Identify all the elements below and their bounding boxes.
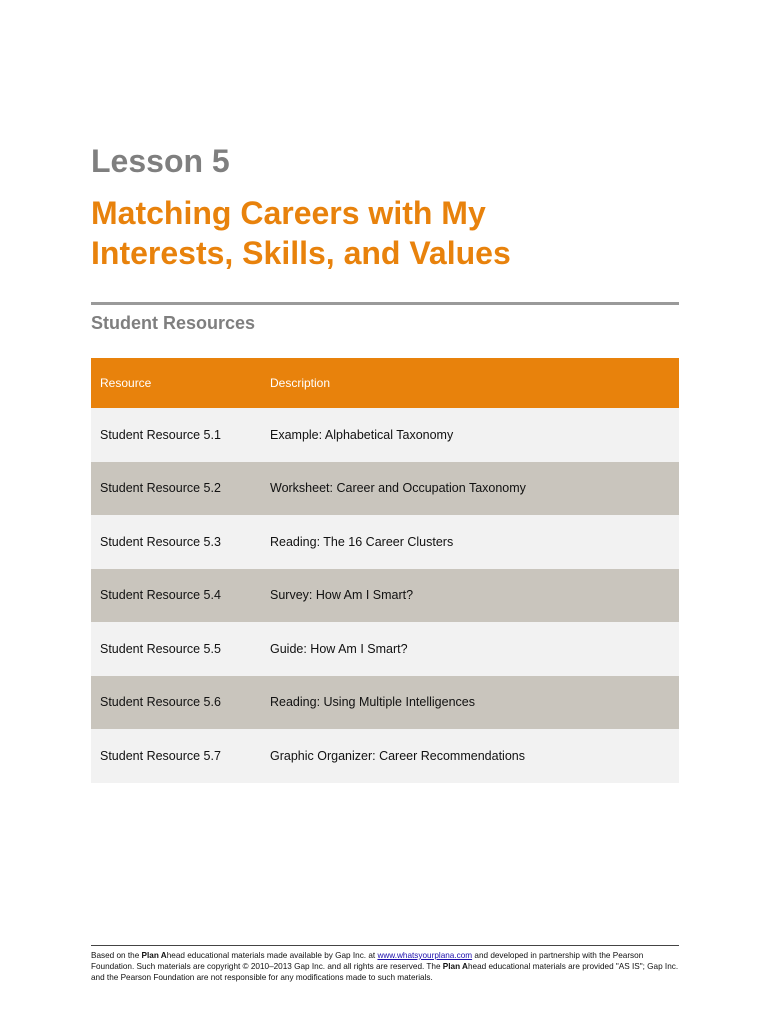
description-cell: Reading: The 16 Career Clusters	[270, 534, 454, 549]
table-row	[91, 676, 679, 730]
footer-divider	[91, 945, 679, 946]
table-row	[91, 408, 679, 462]
resource-cell: Student Resource 5.5	[100, 641, 221, 656]
title-line-2: Interests, Skills, and Values	[91, 235, 511, 271]
table-row	[91, 569, 679, 623]
description-cell: Survey: How Am I Smart?	[270, 588, 414, 603]
table-row	[91, 462, 679, 516]
table-header-row	[91, 358, 679, 408]
resource-cell: Student Resource 5.1	[100, 427, 221, 442]
header-description: Description	[270, 376, 331, 390]
resources-table	[91, 358, 679, 783]
description-cell: Worksheet: Career and Occupation Taxonomy	[270, 481, 526, 496]
table-row	[91, 622, 679, 676]
description-cell: Graphic Organizer: Career Recommendations	[270, 748, 525, 763]
footer-text: head educational materials made available by Gap Inc. at	[166, 951, 378, 960]
footer-brand: Plan A	[141, 951, 167, 960]
footer-text: and developed in partnership with the Pearson Foundation. Such materials are copyright © 2010–2013 Gap Inc. and all rights are reserved. The	[91, 951, 644, 971]
resource-cell: Student Resource 5.2	[100, 481, 221, 496]
lesson-label: Lesson 5	[91, 143, 230, 179]
resource-cell: Student Resource 5.6	[100, 695, 221, 710]
footer-link[interactable]: www.whatsyourplana.com	[377, 951, 473, 960]
resource-cell: Student Resource 5.4	[100, 588, 221, 603]
footer-text: head educational materials are provided "AS IS"; Gap Inc. and the Pearson Foundation are not responsible for any modifications made to such materials.	[91, 962, 679, 982]
description-cell: Example: Alphabetical Taxonomy	[270, 427, 454, 442]
resource-cell: Student Resource 5.7	[100, 748, 221, 763]
title-divider	[91, 302, 679, 305]
table-row	[91, 515, 679, 569]
description-cell: Reading: Using Multiple Intelligences	[270, 695, 475, 710]
lesson-title	[91, 193, 691, 273]
resource-cell: Student Resource 5.3	[100, 534, 221, 549]
description-cell: Guide: How Am I Smart?	[270, 641, 408, 656]
section-heading: Student Resources	[91, 313, 256, 333]
footer-brand: Plan A	[442, 962, 468, 971]
header-resource: Resource	[100, 376, 152, 390]
title-line-1: Matching Careers with My	[91, 195, 486, 231]
table-row	[91, 729, 679, 783]
footer-text: Based on the	[91, 951, 142, 960]
footer-note	[91, 950, 681, 983]
